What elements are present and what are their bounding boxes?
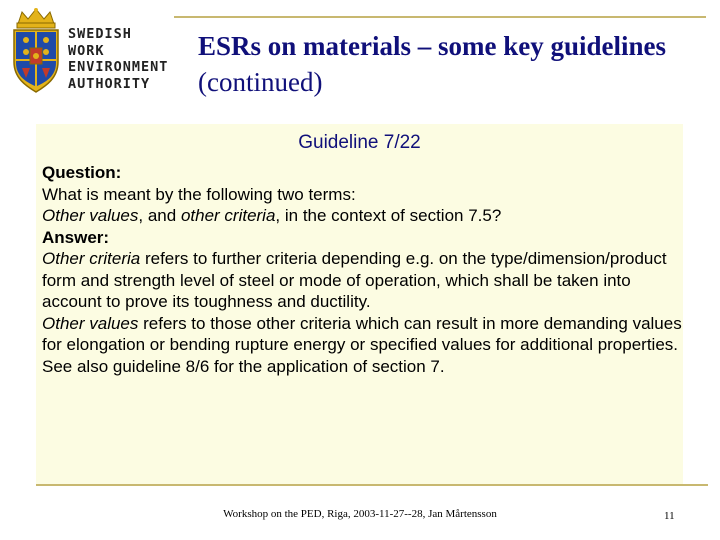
values-text: refers to those other criteria which can result in more demanding values for elongation or bending rupture energy or specified values for additional properties.: [42, 313, 682, 354]
guideline-box: [36, 124, 683, 484]
question-terms: [42, 205, 682, 227]
answer-label: Answer:: [42, 227, 110, 247]
question-line: What is meant by the following two terms:: [42, 184, 356, 204]
question-label: Question:: [42, 163, 122, 182]
answer-values: [42, 313, 682, 356]
see-also: See also guideline 8/6 for the application of section 7.: [42, 356, 445, 376]
page-number: 11: [664, 510, 675, 522]
swedish-work-environment-authority-logo: [6, 6, 176, 94]
guideline-heading: Guideline 7/22: [298, 132, 421, 153]
footer-text: Workshop on the PED, Riga, 2003-11-27--28, Jan Mårtensson: [223, 508, 497, 520]
logo-line: ENVIRONMENT: [68, 59, 169, 75]
values-term: Other values: [42, 313, 139, 333]
criteria-text: refers to further criteria depending e.g. on the type/dimension/product form and strength level of steel or mode of operation, which shall be taken into account to prove its toughness and ductility.: [42, 249, 667, 311]
slide-title-suffix: (continued): [198, 67, 323, 97]
terms-connector: , and: [138, 206, 181, 225]
criteria-term: Other criteria: [42, 249, 141, 268]
answer-criteria: [42, 248, 682, 313]
slide-title: [198, 28, 698, 100]
term-other-values: Other values: [42, 206, 139, 225]
bottom-divider: [36, 484, 708, 486]
term-other-criteria: other criteria: [180, 206, 276, 225]
top-divider: [174, 16, 706, 18]
logo-line: WORK: [68, 42, 105, 59]
logo-line: AUTHORITY: [68, 75, 151, 92]
logo-wordmark: [68, 26, 168, 92]
coat-of-arms-icon: [6, 6, 66, 94]
logo-line: SWEDISH: [68, 26, 132, 42]
guideline-content: [42, 162, 682, 377]
terms-context: , in the context of section 7.5?: [275, 206, 502, 225]
slide-title-main: ESRs on materials – some key guidelines: [198, 31, 667, 61]
